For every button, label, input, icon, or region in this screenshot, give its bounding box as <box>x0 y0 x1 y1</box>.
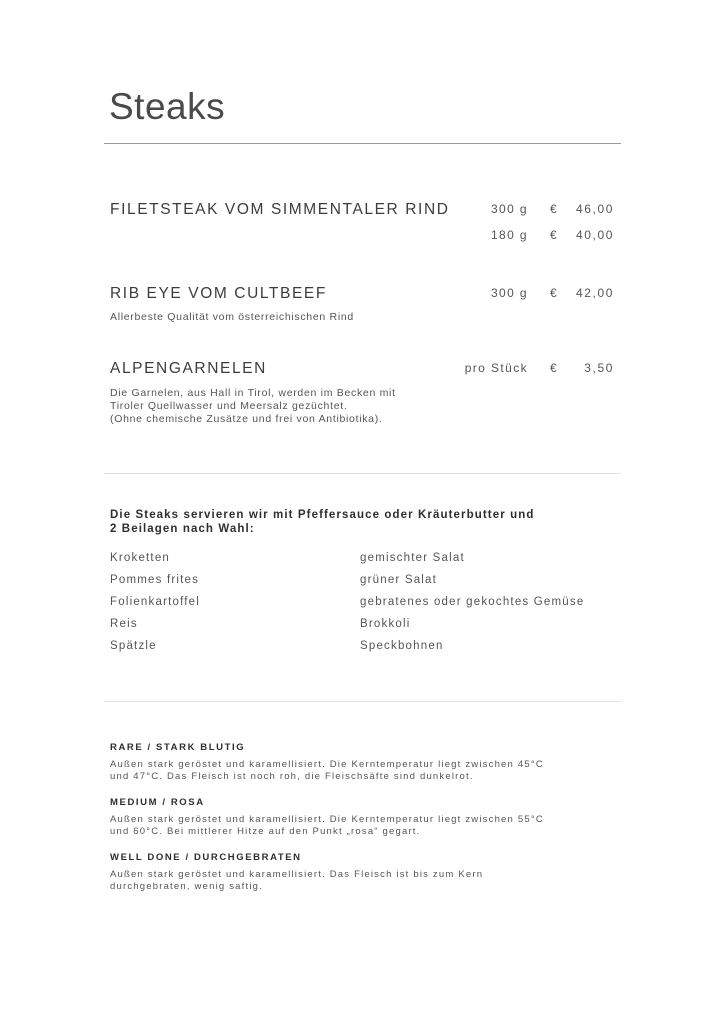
section-divider <box>104 701 621 702</box>
side-item: gemischter Salat <box>360 552 465 564</box>
item-price: 40,00 <box>575 228 614 242</box>
sides-note <box>110 508 590 536</box>
item-description: Tiroler Quellwasser und Meersalz gezüchtet. <box>110 400 348 412</box>
item-currency: € <box>550 202 557 216</box>
doneness-text: und 47°C. Das Fleisch ist noch roh, die Fleischsäfte sind dunkelrot. <box>110 771 474 782</box>
item-name-ribeye: RIB EYE VOM CULTBEEF <box>110 285 327 302</box>
doneness-title: WELL DONE / DURCHGEBRATEN <box>110 852 302 863</box>
doneness-rare <box>110 742 610 783</box>
item-price: 3,50 <box>584 361 614 375</box>
doneness-text: und 60°C. Bei mittlerer Hitze auf den Punkt „rosa“ gegart. <box>110 826 421 837</box>
side-item: gebratenes oder gekochtes Gemüse <box>360 596 585 608</box>
item-description: Allerbeste Qualität vom österreichischen Rind <box>110 311 354 323</box>
item-qty: 300 g <box>490 202 528 216</box>
doneness-title: MEDIUM / ROSA <box>110 797 205 808</box>
page-title: Steaks <box>109 86 226 127</box>
item-qty: 300 g <box>490 286 528 300</box>
item-name-filetsteak: FILETSTEAK VOM SIMMENTALER RIND <box>110 201 450 218</box>
sides-note-line: Die Steaks servieren wir mit Pfeffersauce oder Kräuterbutter und <box>110 509 535 521</box>
sides-list-left <box>110 550 200 660</box>
item-description: (Ohne chemische Zusätze und frei von Antibiotika). <box>110 413 383 425</box>
title-divider <box>104 143 621 144</box>
doneness-text: durchgebraten, wenig saftig. <box>110 881 263 892</box>
doneness-text: Außen stark geröstet und karamellisiert. Die Kerntemperatur liegt zwischen 55°C <box>110 814 544 825</box>
side-item: Brokkoli <box>360 618 411 630</box>
side-item: Speckbohnen <box>360 640 444 652</box>
side-item: Pommes frites <box>110 574 200 586</box>
doneness-medium <box>110 797 610 838</box>
doneness-well-done <box>110 852 610 893</box>
doneness-text: Außen stark geröstet und karamellisiert. Das Fleisch ist bis zum Kern <box>110 869 484 880</box>
item-currency: € <box>550 228 557 242</box>
item-qty: pro Stück <box>464 361 528 375</box>
item-currency: € <box>550 361 557 375</box>
sides-note-line: 2 Beilagen nach Wahl: <box>110 523 255 535</box>
item-qty: 180 g <box>490 228 528 242</box>
item-price: 46,00 <box>575 202 614 216</box>
side-item: grüner Salat <box>360 574 438 586</box>
doneness-title: RARE / STARK BLUTIG <box>110 742 246 753</box>
sides-list-right <box>360 550 584 660</box>
item-currency: € <box>550 286 557 300</box>
item-price: 42,00 <box>575 286 614 300</box>
item-description: Die Garnelen, aus Hall in Tirol, werden im Becken mit <box>110 387 396 399</box>
side-item: Kroketten <box>110 552 171 564</box>
side-item: Folienkartoffel <box>110 596 201 608</box>
side-item: Reis <box>110 618 138 630</box>
doneness-text: Außen stark geröstet und karamellisiert. Die Kerntemperatur liegt zwischen 45°C <box>110 759 544 770</box>
item-name-alpengarnelen: ALPENGARNELEN <box>110 360 267 377</box>
section-divider <box>104 473 621 474</box>
side-item: Spätzle <box>110 640 157 652</box>
